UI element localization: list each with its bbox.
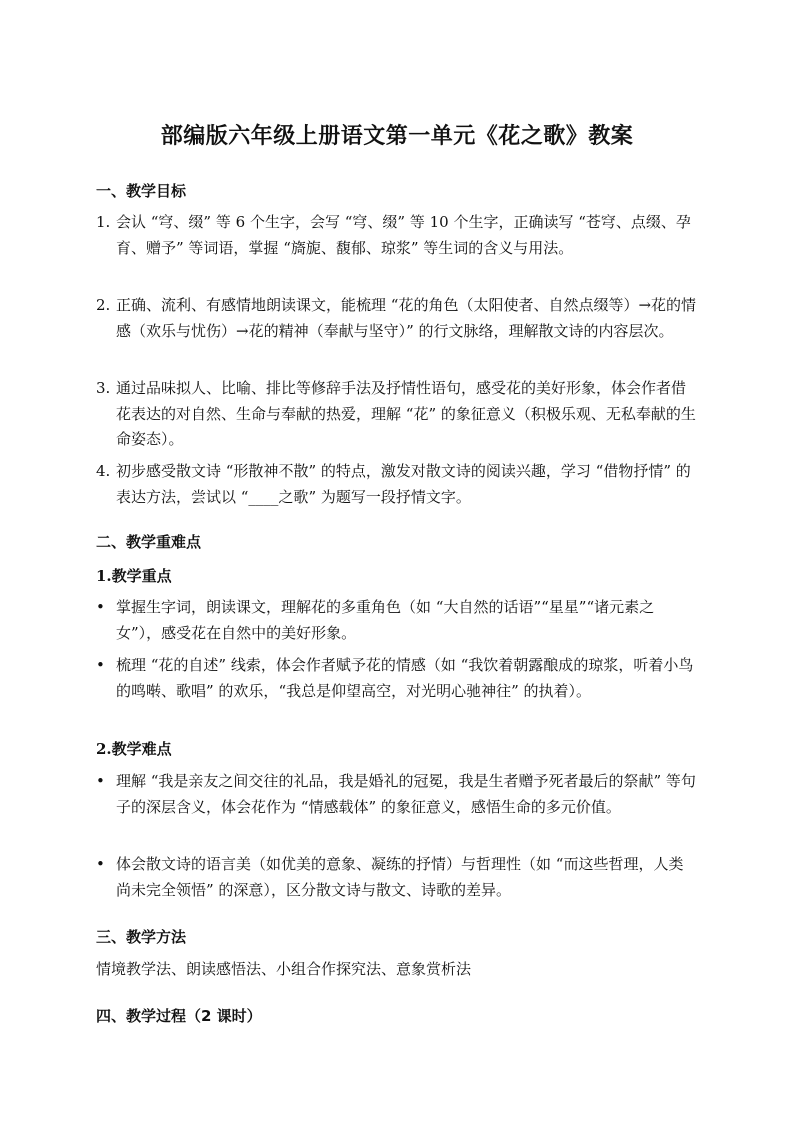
bullet-item [96, 653, 696, 704]
list-item-number: 3. [96, 379, 111, 397]
section-heading-methods: 三、教学方法 [96, 928, 187, 946]
bullet-text: 理解 “我是亲友之间交往的礼品，我是婚礼的冠冕，我是生者赠予死者最后的祭献” 等句子的深层含义，体会花作为 “情感载体” 的象征意义，感悟生命的多元价值。 [116, 772, 696, 816]
subsection-number: 1. [96, 567, 112, 585]
list-item [96, 210, 696, 261]
section-heading-objectives: 一、教学目标 [96, 182, 187, 200]
list-item-number: 2. [96, 296, 111, 314]
list-item-text: 会认 “穹、缀” 等 6 个生字，会写 “穹、缀” 等 10 个生字，正确读写 “苍穹、点缀、孕育、赠予” 等词语，掌握 “旖旎、馥郁、琼浆” 等生词的含义与用法。 [116, 213, 691, 257]
section-heading-key-points: 二、教学重难点 [96, 533, 202, 551]
subsection-label: 教学难点 [111, 740, 172, 758]
list-item-number: 4. [96, 462, 111, 480]
bullet-text: 体会散文诗的语言美（如优美的意象、凝练的抒情）与哲理性（如 “而这些哲理，人类尚未完全领悟” 的深意），区分散文诗与散文、诗歌的差异。 [116, 855, 684, 899]
list-item-text: 正确、流利、有感情地朗读课文，能梳理 “花的角色（太阳使者、自然点缀等）→花的情感（欢乐与忧伤）→花的精神（奉献与坚守）” 的行文脉络，理解散文诗的内容层次。 [116, 296, 697, 340]
subsection-label: 教学重点 [111, 567, 172, 585]
page-title: 部编版六年级上册语文第一单元《花之歌》教案 [160, 124, 634, 149]
list-item-text: 通过品味拟人、比喻、排比等修辞手法及抒情性语句，感受花的美好形象，体会作者借花表达的对自然、生命与奉献的热爱，理解 “花” 的象征意义（积极乐观、无私奉献的生命姿态）。 [116, 379, 696, 448]
bullet-glyph: • [96, 772, 105, 790]
bullet-text: 掌握生字词，朗读课文，理解花的多重角色（如 “大自然的话语”“星星”“诸元素之女”），感受花在自然中的美好形象。 [116, 598, 655, 642]
bullet-item [96, 852, 696, 903]
bullet-glyph: • [96, 598, 105, 616]
list-item [96, 459, 696, 510]
bullet-glyph: • [96, 656, 105, 674]
list-item [96, 376, 696, 453]
methods-text: 情境教学法、朗读感悟法、小组合作探究法、意象赏析法 [96, 960, 472, 978]
subsection-number: 2. [96, 740, 112, 758]
bullet-glyph: • [96, 855, 105, 873]
bullet-item [96, 769, 696, 820]
list-item-number: 1. [96, 213, 111, 231]
subsection-heading-difficulty [96, 737, 172, 761]
section-heading-process: 四、教学过程（2 课时） [96, 1007, 262, 1025]
bullet-item [96, 595, 696, 646]
subsection-heading-focus [96, 564, 172, 588]
list-item [96, 293, 696, 344]
list-item-text: 初步感受散文诗 “形散神不散” 的特点，激发对散文诗的阅读兴趣，学习 “借物抒情” 的表达方法，尝试以 “____之歌” 为题写一段抒情文字。 [116, 462, 691, 506]
bullet-text: 梳理 “花的自述” 线索，体会作者赋予花的情感（如 “我饮着朝露酿成的琼浆，听着小鸟的鸣啭、歌唱” 的欢乐，“我总是仰望高空，对光明心驰神往” 的执着）。 [116, 656, 694, 700]
